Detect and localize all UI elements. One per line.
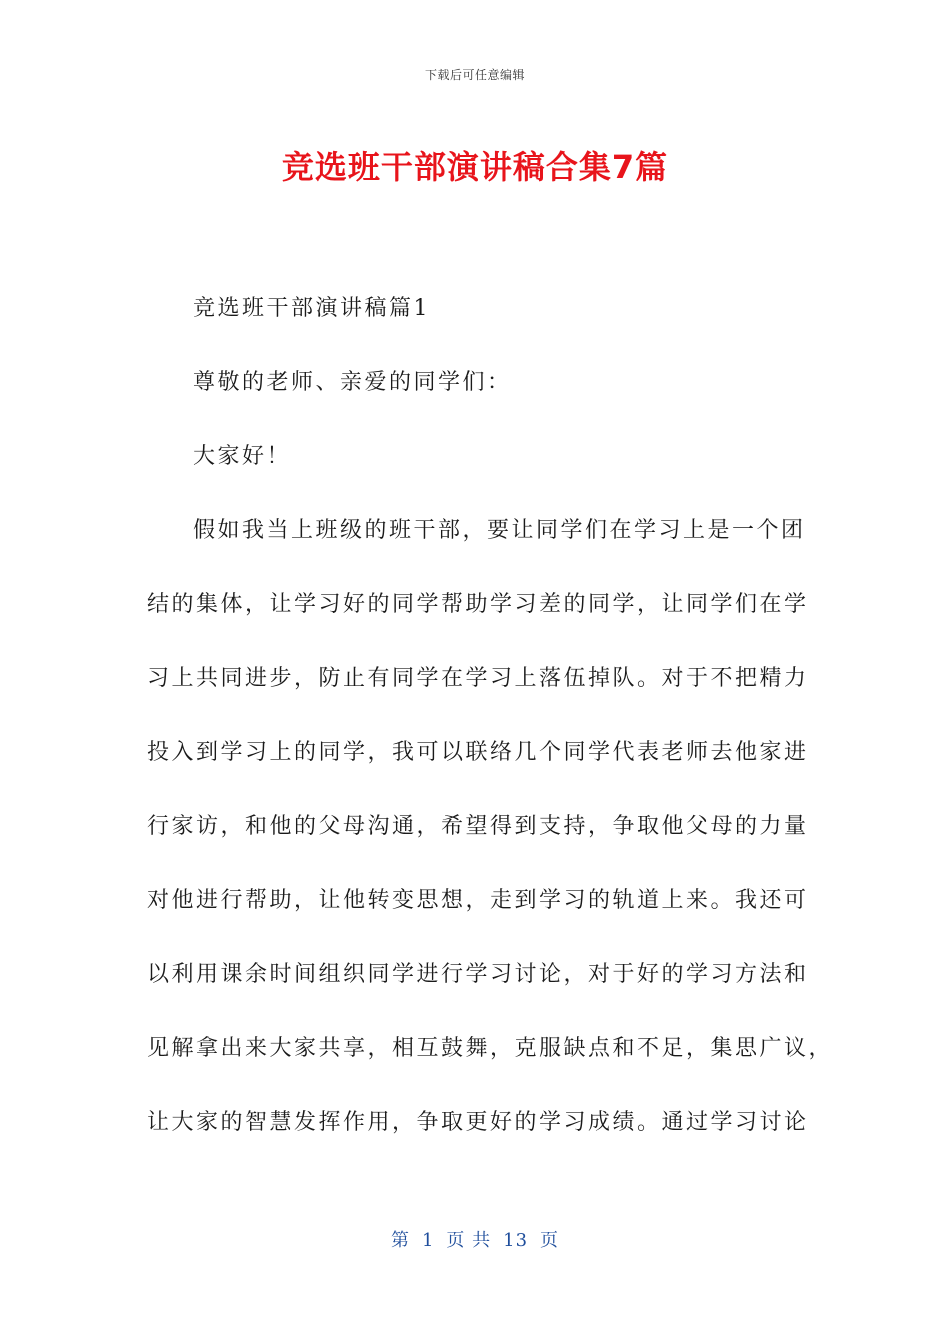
paragraph-line: 假如我当上班级的班干部，要让同学们在学习上是一个团 bbox=[193, 518, 806, 543]
footer-prefix: 第 bbox=[390, 1230, 410, 1251]
footer-middle: 页 共 bbox=[446, 1230, 492, 1251]
paragraph-line: 投入到学习上的同学，我可以联络几个同学代表老师去他家进 bbox=[147, 740, 809, 765]
paragraph-line: 行家访，和他的父母沟通，希望得到支持，争取他父母的力量 bbox=[147, 814, 809, 839]
footer-page-number: 1 bbox=[421, 1230, 435, 1251]
paragraph-line: 以利用课余时间组织同学进行学习讨论，对于好的学习方法和 bbox=[147, 962, 809, 987]
salutation: 尊敬的老师、亲爱的同学们： bbox=[193, 370, 512, 395]
paragraph-line: 见解拿出来大家共享，相互鼓舞，克服缺点和不足，集思广议， bbox=[147, 1036, 834, 1061]
paragraph-line: 对他进行帮助，让他转变思想，走到学习的轨道上来。我还可 bbox=[147, 888, 809, 913]
footer-suffix: 页 bbox=[540, 1230, 560, 1251]
header-note: 下载后可任意编辑 bbox=[424, 68, 525, 82]
paragraph-line: 让大家的智慧发挥作用，争取更好的学习成绩。通过学习讨论 bbox=[147, 1110, 809, 1135]
paragraph-line: 结的集体，让学习好的同学帮助学习差的同学，让同学们在学 bbox=[147, 592, 809, 617]
section-heading: 竞选班干部演讲稿篇1 bbox=[193, 296, 430, 321]
document-title: 竞选班干部演讲稿合集7篇 bbox=[281, 148, 669, 186]
document-body bbox=[147, 272, 834, 1160]
footer-total-pages: 13 bbox=[503, 1230, 529, 1251]
page-footer bbox=[0, 1226, 950, 1252]
paragraph-line: 习上共同进步，防止有同学在学习上落伍掉队。对于不把精力 bbox=[147, 666, 809, 691]
greeting: 大家好！ bbox=[193, 444, 292, 469]
